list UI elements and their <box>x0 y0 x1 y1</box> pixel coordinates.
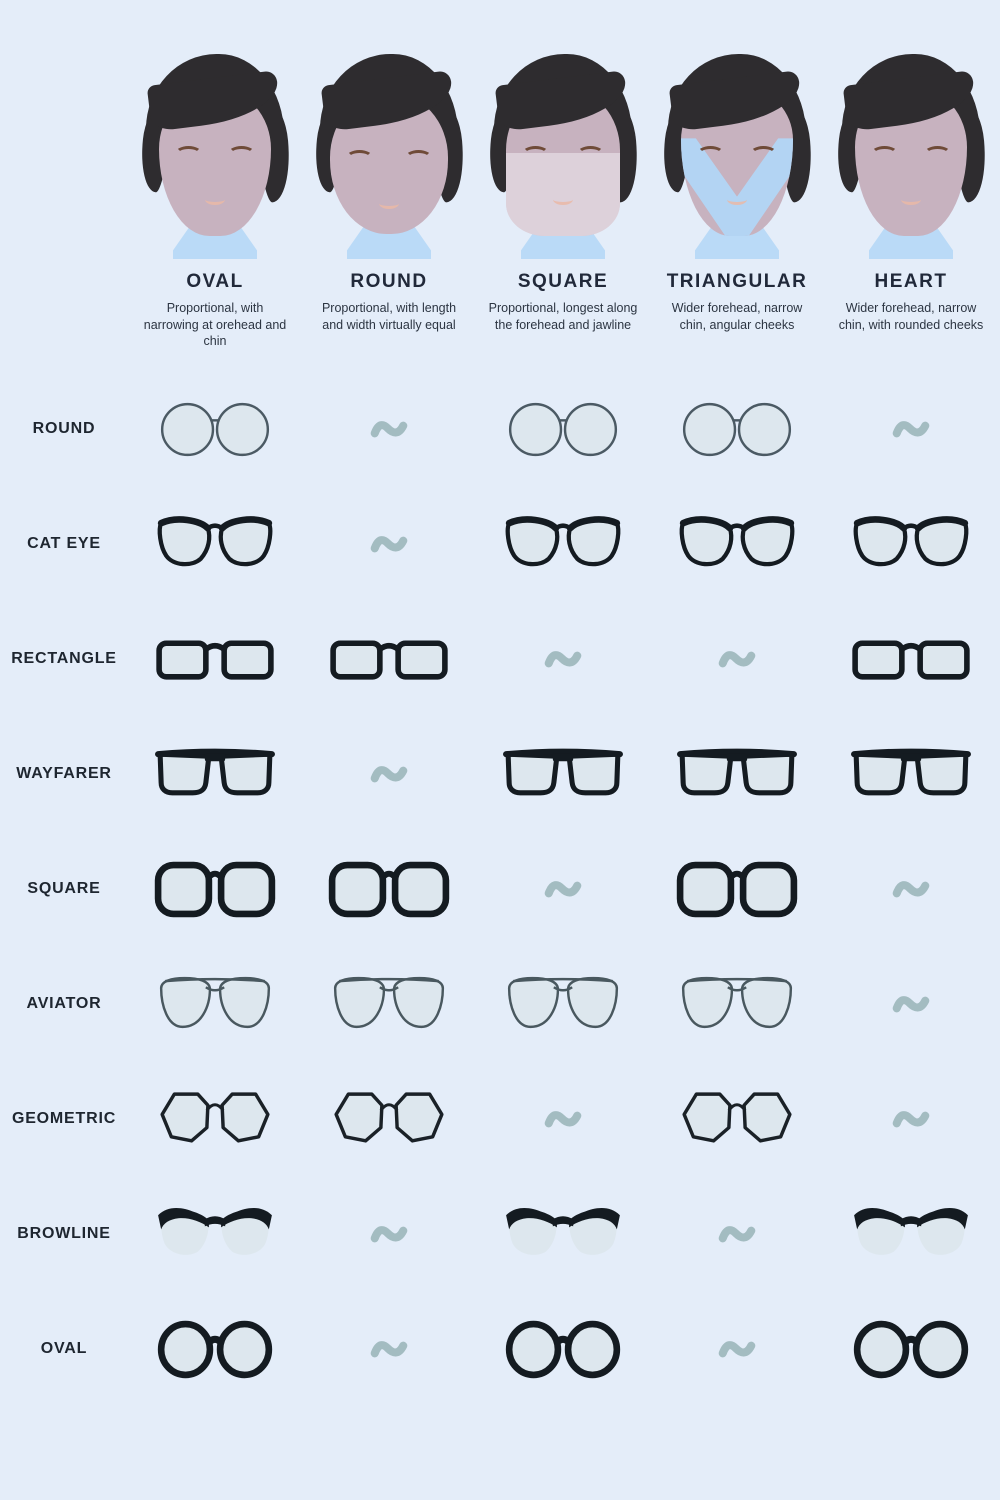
square-glasses-icon <box>302 832 476 947</box>
face-shapes-header-row <box>0 54 1000 350</box>
aviator-glasses-icon <box>650 947 824 1062</box>
face-shape-label: TRIANGULAR <box>666 271 808 292</box>
header-spacer <box>0 54 128 350</box>
round-glasses-icon <box>476 372 650 487</box>
face-illustration <box>309 54 469 259</box>
frame-row-rectangle <box>0 602 1000 717</box>
frame-type-label: WAYFARER <box>16 765 112 782</box>
not-recommended-tilde-icon <box>476 1062 650 1177</box>
geometric-glasses-icon <box>128 1062 302 1177</box>
frame-type-label: RECTANGLE <box>11 650 117 667</box>
right-eyebrow <box>924 146 951 161</box>
face-shape-column-round <box>302 54 476 350</box>
face-illustration <box>657 54 817 259</box>
mouth <box>901 194 921 205</box>
right-eyebrow <box>750 146 777 161</box>
face-shape-column-oval <box>128 54 302 350</box>
cateye-glasses-icon <box>128 487 302 602</box>
frame-row-browline <box>0 1177 1000 1292</box>
face-illustration <box>831 54 991 259</box>
rectangle-glasses-icon <box>128 602 302 717</box>
not-recommended-tilde-icon <box>650 1292 824 1407</box>
frame-type-label: ROUND <box>32 420 96 437</box>
face-shape-column-triangular <box>650 54 824 350</box>
mouth <box>205 194 225 205</box>
not-recommended-tilde-icon <box>302 1292 476 1407</box>
frame-type-label: AVIATOR <box>26 995 102 1012</box>
browline-glasses-icon <box>824 1177 998 1292</box>
wayfarer-glasses-icon <box>476 717 650 832</box>
face-shape-column-heart <box>824 54 998 350</box>
mouth <box>727 194 747 205</box>
oval-glasses-icon <box>128 1292 302 1407</box>
not-recommended-tilde-icon <box>650 1177 824 1292</box>
frame-row-aviator <box>0 947 1000 1062</box>
geometric-glasses-icon <box>302 1062 476 1177</box>
face-shape-description: Proportional, with narrowing at orehead and chin <box>143 301 287 348</box>
frame-type-label: OVAL <box>40 1340 88 1357</box>
mouth <box>553 194 573 205</box>
browline-glasses-icon <box>476 1177 650 1292</box>
face-shape-description: Wider forehead, narrow chin, angular cheeks <box>671 301 803 332</box>
cateye-glasses-icon <box>650 487 824 602</box>
not-recommended-tilde-icon <box>824 947 998 1062</box>
round-glasses-icon <box>128 372 302 487</box>
round-glasses-icon <box>650 372 824 487</box>
frame-row-oval <box>0 1292 1000 1407</box>
oval-glasses-icon <box>476 1292 650 1407</box>
square-glasses-icon <box>650 832 824 947</box>
cateye-glasses-icon <box>476 487 650 602</box>
oval-glasses-icon <box>824 1292 998 1407</box>
mouth <box>379 198 399 209</box>
not-recommended-tilde-icon <box>824 1062 998 1177</box>
not-recommended-tilde-icon <box>302 487 476 602</box>
frame-type-label: BROWLINE <box>17 1225 111 1242</box>
left-eyebrow <box>697 146 724 161</box>
aviator-glasses-icon <box>476 947 650 1062</box>
right-eyebrow <box>228 146 255 161</box>
not-recommended-tilde-icon <box>476 602 650 717</box>
face-shape-column-square <box>476 54 650 350</box>
square-glasses-icon <box>128 832 302 947</box>
frame-type-label: CAT EYE <box>27 535 101 552</box>
frame-type-label: SQUARE <box>27 880 101 897</box>
face-shape-description: Proportional, longest along the forehead and jawline <box>488 301 638 332</box>
face-illustration <box>483 54 643 259</box>
face-shape-label: OVAL <box>186 271 244 292</box>
not-recommended-tilde-icon <box>476 832 650 947</box>
frame-compatibility-matrix <box>0 372 1000 1407</box>
left-eyebrow <box>871 146 898 161</box>
cateye-glasses-icon <box>824 487 998 602</box>
not-recommended-tilde-icon <box>650 602 824 717</box>
face-shape-description: Wider forehead, narrow chin, with rounded cheeks <box>838 301 984 332</box>
frame-row-square <box>0 832 1000 947</box>
right-eyebrow <box>577 146 604 161</box>
face-shape-description: Proportional, with length and width virtually equal <box>321 301 457 332</box>
face-shape-label: SQUARE <box>517 271 609 292</box>
wayfarer-glasses-icon <box>128 717 302 832</box>
face-shape-label: HEART <box>874 271 948 292</box>
frame-type-label: GEOMETRIC <box>11 1110 117 1127</box>
face-illustration <box>135 54 295 259</box>
geometric-glasses-icon <box>650 1062 824 1177</box>
not-recommended-tilde-icon <box>824 372 998 487</box>
not-recommended-tilde-icon <box>824 832 998 947</box>
left-eyebrow <box>346 150 373 165</box>
aviator-glasses-icon <box>302 947 476 1062</box>
face-shape-label: ROUND <box>350 271 428 292</box>
aviator-glasses-icon <box>128 947 302 1062</box>
rectangle-glasses-icon <box>824 602 998 717</box>
wayfarer-glasses-icon <box>824 717 998 832</box>
right-eyebrow <box>405 150 432 165</box>
frame-row-geometric <box>0 1062 1000 1177</box>
not-recommended-tilde-icon <box>302 372 476 487</box>
frame-row-cateye <box>0 487 1000 602</box>
not-recommended-tilde-icon <box>302 1177 476 1292</box>
not-recommended-tilde-icon <box>302 717 476 832</box>
left-eyebrow <box>522 146 549 161</box>
frame-row-round <box>0 372 1000 487</box>
wayfarer-glasses-icon <box>650 717 824 832</box>
frame-row-wayfarer <box>0 717 1000 832</box>
rectangle-glasses-icon <box>302 602 476 717</box>
left-eyebrow <box>175 146 202 161</box>
browline-glasses-icon <box>128 1177 302 1292</box>
